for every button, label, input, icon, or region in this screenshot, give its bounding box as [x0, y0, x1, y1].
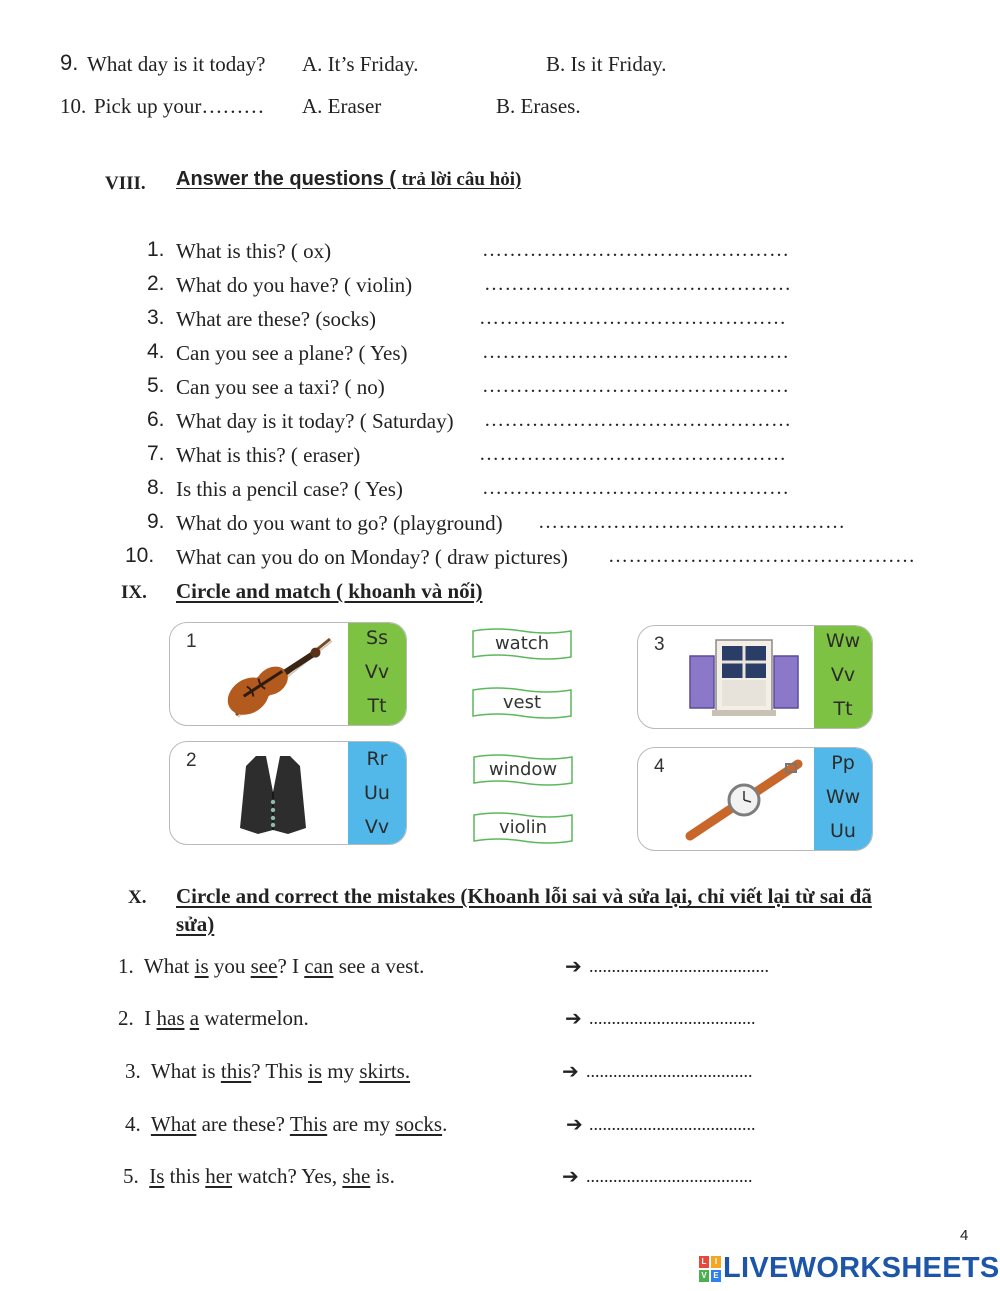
underlined-word[interactable]: she: [342, 1164, 371, 1188]
sentence-part: .: [442, 1112, 448, 1136]
window-icon: [686, 636, 802, 720]
sentence-number: 2.: [118, 1006, 134, 1030]
sentence-part: my: [322, 1059, 360, 1083]
title-vietnamese: trả lời câu hỏi): [401, 169, 522, 190]
item-number: 9.: [60, 50, 79, 75]
logo-letter: I: [711, 1256, 721, 1268]
underlined-word[interactable]: is: [307, 1059, 322, 1083]
section-x-title-line2: sửa): [176, 912, 215, 936]
question-number: 6.: [147, 408, 165, 431]
question-number: 2.: [147, 272, 165, 295]
correction-blank[interactable]: .....................................: [586, 1166, 753, 1186]
letter-option[interactable]: Rr: [366, 748, 388, 770]
letter-option[interactable]: Vv: [364, 661, 390, 683]
sentence-number: 3.: [125, 1059, 141, 1083]
section-viii-number: VIII.: [105, 173, 146, 194]
word-label-watch[interactable]: [472, 627, 572, 661]
mistake-sentence-5: [123, 1164, 395, 1189]
liveworksheets-logo-icon: [699, 1256, 721, 1282]
option-b[interactable]: B. Is it Friday.: [546, 52, 667, 76]
sentence-part: this: [164, 1164, 206, 1188]
answer-blank[interactable]: ………………………………………: [482, 239, 790, 261]
underlined-word[interactable]: can: [304, 954, 334, 978]
page-number: 4: [960, 1227, 969, 1244]
sentence-part: What: [143, 954, 195, 978]
underlined-word[interactable]: this: [220, 1059, 252, 1083]
underlined-word[interactable]: This: [289, 1112, 328, 1136]
watch-icon: [682, 756, 806, 844]
card-number: 2: [186, 750, 197, 771]
arrow-icon: ➔: [566, 1112, 583, 1136]
answer-blank[interactable]: ………………………………………: [608, 545, 916, 567]
mistake-sentence-3: [125, 1059, 410, 1084]
mistake-sentence-1: [118, 954, 424, 979]
word-label-violin[interactable]: [473, 811, 573, 845]
letter-option[interactable]: Vv: [830, 664, 856, 686]
sentence-part: I: [144, 1006, 157, 1030]
letter-option[interactable]: Ww: [825, 630, 861, 652]
section-x-number: X.: [128, 887, 147, 908]
sentence-part: ? This: [251, 1059, 308, 1083]
mistake-sentence-4: [125, 1112, 447, 1137]
question-number: 9.: [147, 510, 165, 533]
letter-option[interactable]: Pp: [831, 752, 855, 774]
letter-option[interactable]: Ww: [825, 786, 861, 808]
question-text: What day is it today? ( Saturday): [176, 409, 454, 433]
sentence-part: watermelon.: [199, 1006, 309, 1030]
sentence-number: 5.: [123, 1164, 139, 1188]
question-number: 10.: [125, 544, 155, 567]
option-a[interactable]: A. It’s Friday.: [302, 52, 419, 76]
word-text: watch: [494, 633, 550, 654]
correction-blank[interactable]: ........................................: [589, 956, 769, 976]
answer-blank[interactable]: ………………………………………: [482, 341, 790, 363]
mistake-sentence-2: [118, 1006, 309, 1031]
question-text: What can you do on Monday? ( draw pictures): [176, 545, 568, 569]
answer-blank[interactable]: ………………………………………: [479, 443, 787, 465]
underlined-word[interactable]: Is: [149, 1164, 165, 1188]
underlined-word[interactable]: see: [250, 954, 278, 978]
letter-option[interactable]: Uu: [364, 782, 390, 804]
option-a[interactable]: A. Eraser: [302, 94, 382, 118]
underlined-word[interactable]: a: [189, 1006, 200, 1030]
picture-card-1[interactable]: [169, 622, 407, 726]
answer-blank[interactable]: ………………………………………: [484, 409, 792, 431]
letter-strip: [348, 742, 406, 844]
arrow-icon: ➔: [562, 1164, 579, 1188]
question-text: What is this? ( ox): [176, 239, 332, 263]
question-text: What are these? (socks): [176, 307, 376, 331]
word-label-vest[interactable]: [472, 686, 572, 720]
underlined-word[interactable]: her: [205, 1164, 233, 1188]
sentence-part: ? I: [277, 954, 305, 978]
item-question: What day is it today?: [87, 52, 266, 76]
picture-card-2[interactable]: [169, 741, 407, 845]
letter-option[interactable]: Ss: [366, 627, 388, 649]
question-number: 1.: [147, 238, 165, 261]
section-x-title-line1: Circle and correct the mistakes (Khoanh lỗi sai và sửa lại, chỉ viết lại từ sai đã: [176, 884, 872, 908]
question-number: 8.: [147, 476, 165, 499]
underlined-word[interactable]: skirts.: [359, 1059, 411, 1083]
sentence-number: 4.: [125, 1112, 141, 1136]
violin-icon: [206, 633, 336, 719]
correction-blank[interactable]: .....................................: [589, 1008, 756, 1028]
letter-option[interactable]: Tt: [367, 695, 387, 717]
correction-blank[interactable]: .....................................: [589, 1114, 756, 1134]
option-b[interactable]: B. Erases.: [496, 94, 581, 118]
answer-blank[interactable]: ………………………………………: [482, 375, 790, 397]
question-text: Can you see a taxi? ( no): [176, 375, 385, 399]
card-number: 4: [654, 756, 665, 777]
logo-letter: L: [699, 1256, 709, 1268]
word-text: violin: [498, 817, 548, 838]
word-text: window: [488, 759, 558, 780]
sentence-number: 1.: [118, 954, 134, 978]
sentence-part: see a vest.: [333, 954, 425, 978]
question-number: 7.: [147, 442, 165, 465]
question-number: 4.: [147, 340, 165, 363]
letter-option[interactable]: Tt: [833, 698, 853, 720]
sentence-part: are these?: [196, 1112, 290, 1136]
item-question: Pick up your………: [94, 94, 265, 118]
letter-option[interactable]: Uu: [830, 820, 856, 842]
question-number: 3.: [147, 306, 165, 329]
letter-strip: [814, 748, 872, 850]
sentence-part: watch? Yes,: [232, 1164, 343, 1188]
answer-blank[interactable]: ………………………………………: [482, 477, 790, 499]
picture-card-4[interactable]: [637, 747, 873, 851]
title-main: Answer the questions (: [176, 168, 402, 190]
sentence-part: are my: [327, 1112, 396, 1136]
letter-strip: [348, 623, 406, 725]
logo-letter: E: [711, 1270, 721, 1282]
question-text: What do you want to go? (playground): [176, 511, 503, 535]
section-ix-number: IX.: [121, 582, 147, 603]
answer-blank[interactable]: ………………………………………: [479, 307, 787, 329]
letter-option[interactable]: Vv: [364, 816, 390, 838]
picture-card-3[interactable]: [637, 625, 873, 729]
word-text: vest: [502, 692, 542, 713]
question-text: What is this? ( eraser): [176, 443, 361, 467]
logo-letter: V: [699, 1270, 709, 1282]
arrow-icon: ➔: [562, 1059, 579, 1083]
sentence-part: What is: [150, 1059, 221, 1083]
question-number: 5.: [147, 374, 165, 397]
arrow-icon: ➔: [565, 954, 582, 978]
answer-blank[interactable]: ………………………………………: [538, 511, 846, 533]
question-text: Can you see a plane? ( Yes): [176, 341, 408, 365]
card-number: 1: [186, 631, 197, 652]
letter-strip: [814, 626, 872, 728]
underlined-word[interactable]: has: [156, 1006, 185, 1030]
correction-blank[interactable]: .....................................: [586, 1061, 753, 1081]
item-number: 10.: [60, 94, 87, 118]
sentence-part: is.: [370, 1164, 395, 1188]
vest-icon: [236, 752, 310, 836]
answer-blank[interactable]: ………………………………………: [484, 273, 792, 295]
word-label-window[interactable]: [473, 753, 573, 787]
arrow-icon: ➔: [565, 1006, 582, 1030]
sentence-part: you: [208, 954, 251, 978]
question-text: Is this a pencil case? ( Yes): [176, 477, 403, 501]
underlined-word[interactable]: is: [194, 954, 209, 978]
card-number: 3: [654, 634, 665, 655]
liveworksheets-logo-text: LIVEWORKSHEETS: [723, 1252, 1000, 1284]
question-text: What do you have? ( violin): [176, 273, 413, 297]
underlined-word[interactable]: socks: [395, 1112, 443, 1136]
underlined-word[interactable]: What: [150, 1112, 197, 1136]
section-viii-title: [176, 168, 521, 191]
section-ix-title: Circle and match ( khoanh và nối): [176, 579, 483, 603]
